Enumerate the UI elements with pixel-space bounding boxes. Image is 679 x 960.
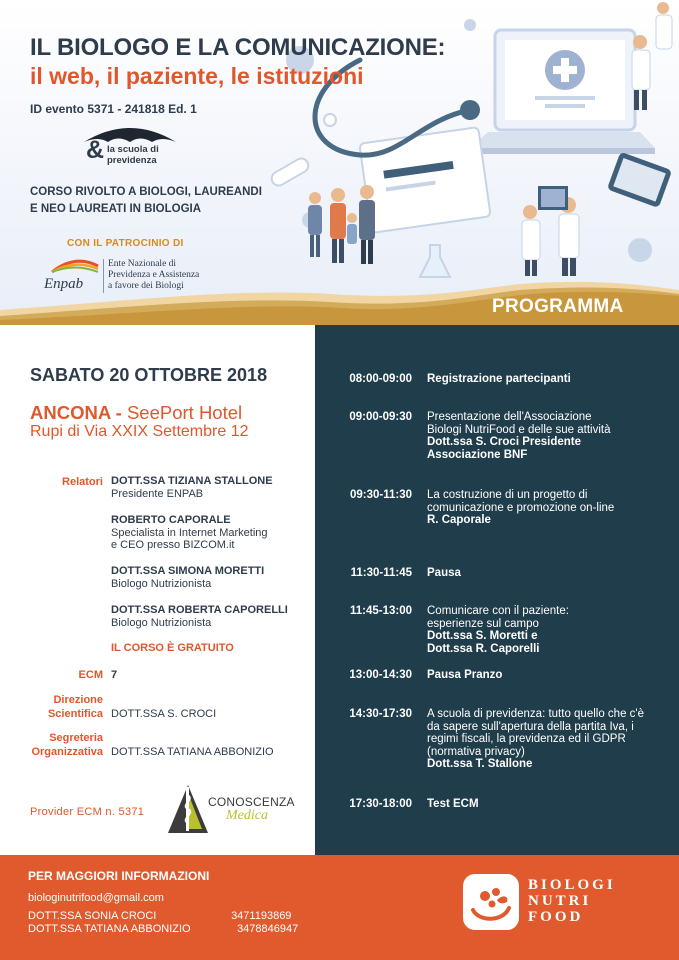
schedule-item: [427, 798, 667, 811]
speaker-role: e CEO presso BIZCOM.it: [111, 539, 235, 551]
school-logo-ampersand: &: [86, 136, 105, 164]
schedule-time: 14:30-17:30: [349, 708, 412, 720]
schedule-item: [427, 489, 637, 527]
enpab-desc-line: Ente Nazionale di: [108, 259, 177, 269]
contact-name: DOTT.SSA TATIANA ABBONIZIO: [28, 923, 191, 935]
conoscenza-medica-logo-icon: [166, 783, 210, 835]
schedule-item: [427, 669, 667, 682]
contact-phone[interactable]: 3471193869: [231, 910, 292, 922]
enpab-desc-line: a favore dei Biologi: [108, 281, 184, 291]
schedule-item: [427, 411, 627, 461]
event-hotel: SeePort Hotel: [126, 402, 243, 423]
free-course-notice: IL CORSO È GRATUITO: [111, 642, 234, 654]
schedule-time: 09:00-09:30: [349, 411, 412, 423]
direction-label-line: Direzione: [53, 694, 103, 706]
contact-phone[interactable]: 3478846947: [237, 923, 299, 935]
direction-label: [48, 693, 103, 721]
course-subtitle: il web, il paziente, le istituzioni: [30, 63, 364, 89]
footer-email[interactable]: biologinutrifood@gmail.com: [28, 892, 164, 904]
schedule-time: 09:30-11:30: [349, 489, 412, 501]
bnf-brand-line: NUTRI: [528, 893, 592, 909]
speaker-item: [111, 604, 288, 629]
speaker-role: Presidente ENPAB: [111, 487, 204, 500]
schedule-speaker: Dott.ssa S. Croci Presidente Associazione BNF: [427, 436, 582, 461]
enpab-logo-icon: [50, 256, 100, 274]
target-line-1: CORSO RIVOLTO A BIOLOGI, LAUREANDI: [30, 186, 262, 198]
speaker-name: ROBERTO CAPORALE: [111, 514, 231, 526]
school-logo-text: la scuola di previdenza: [107, 144, 159, 166]
target-audience: [30, 184, 280, 218]
event-date: SABATO 20 OTTOBRE 2018: [30, 365, 268, 385]
schedule-item: [427, 708, 657, 771]
schedule-time: 11:30-11:45: [350, 567, 412, 579]
enpab-desc-line: Previdenza e Assistenza: [108, 270, 200, 280]
contact-footer: [0, 855, 679, 960]
direction-value: DOTT.SSA S. CROCI: [111, 708, 217, 720]
bnf-brand-line: BIOLOGI: [528, 877, 616, 893]
schedule-time: 08:00-09:00: [349, 373, 412, 385]
contact-name: DOTT.SSA SONIA CROCI: [28, 910, 157, 922]
schedule-title: Registrazione partecipanti: [427, 373, 571, 385]
event-venue: [30, 402, 242, 424]
bnf-brand-line: FOOD: [528, 909, 584, 925]
contact-row: [28, 923, 298, 935]
schedule-speaker: R. Caporale: [427, 514, 491, 527]
secretary-label: [31, 731, 103, 759]
schedule-time: 13:00-14:30: [349, 669, 412, 681]
speaker-role: Biologo Nutrizionista: [111, 616, 212, 629]
bnf-logo-box: [463, 874, 519, 930]
speaker-item: [111, 475, 273, 500]
schedule-item: [427, 567, 667, 580]
speakers-label: Relatori: [62, 476, 103, 488]
target-line-2: E NEO LAUREATI IN BIOLOGIA: [30, 203, 202, 215]
speaker-name: DOTT.SSA TIZIANA STALLONE: [111, 475, 273, 487]
schedule-speaker: Dott.ssa T. Stallone: [427, 758, 533, 771]
schedule-title: Pausa Pranzo: [427, 669, 503, 681]
enpab-name: Enpab: [44, 276, 84, 292]
secretary-label-line: Organizzativa: [31, 746, 103, 758]
patronage-label: CON IL PATROCINIO DI: [67, 238, 184, 249]
speaker-role: Biologo Nutrizionista: [111, 577, 212, 590]
event-id: ID evento 5371 - 241818 Ed. 1: [30, 102, 197, 116]
conoscenza-logo-text: CONOSCENZA: [208, 795, 295, 809]
schedule-description: Comunicare con il paziente: esperienze sul campo: [427, 605, 569, 630]
secretary-value: DOTT.SSA TATIANA ABBONIZIO: [111, 746, 274, 758]
schedule-description: Presentazione dell'Associazione Biologi NutriFood e delle sue attività: [427, 411, 611, 436]
schedule-item: [427, 605, 617, 655]
event-city: ANCONA -: [30, 402, 122, 423]
header-banner: [0, 0, 679, 325]
schedule-time: 11:45-13:00: [349, 605, 412, 617]
schedule-title: Pausa: [427, 567, 461, 579]
ecm-credits: 7: [111, 669, 118, 681]
speaker-name: DOTT.SSA ROBERTA CAPORELLI: [111, 604, 288, 616]
schedule-item: [427, 373, 667, 386]
speaker-item: [111, 514, 268, 552]
laptop-icon: [470, 30, 655, 154]
speaker-role: Specialista in Internet Marketing: [111, 526, 268, 539]
schedule-time: 17:30-18:00: [349, 798, 412, 810]
speaker-item: [111, 565, 264, 590]
speaker-name: DOTT.SSA SIMONA MORETTI: [111, 565, 265, 577]
flask-icon: [420, 245, 450, 277]
footer-title: PER MAGGIORI INFORMAZIONI: [28, 869, 210, 883]
ecm-value: [111, 669, 117, 682]
schedule-title: Test ECM: [427, 798, 479, 810]
schedule-speaker: Dott.ssa S. Moretti e Dott.ssa R. Caporelli: [427, 630, 540, 655]
secretary-label-line: Segreteria: [49, 732, 103, 744]
direction-label-line: Scientifica: [47, 708, 103, 720]
event-details-panel: [0, 325, 315, 855]
bnf-brand-text: [528, 877, 616, 925]
provider-ecm: Provider ECM n. 5371: [30, 806, 145, 818]
course-title: IL BIOLOGO E LA COMUNICAZIONE:: [30, 34, 446, 61]
schedule-description: A scuola di previdenza: tutto quello che c'è da sapere sull'apertura della partita Iva, i regimi fiscali, la previdenza ed il GDPR (normativa privacy): [427, 708, 645, 758]
clipboard-icon: [359, 127, 490, 233]
schedule-description: La costruzione di un progetto di comunicazione e promozione on-line: [427, 489, 615, 514]
contact-row: [28, 910, 291, 922]
schedule-panel: [315, 325, 679, 855]
programma-heading: PROGRAMMA: [492, 296, 624, 317]
medica-logo-text: Medica: [226, 808, 268, 823]
ecm-label: ECM: [78, 669, 103, 681]
event-address: Rupi di Via XXIX Settembre 12: [30, 423, 249, 440]
bnf-logo-icon: [463, 874, 519, 930]
